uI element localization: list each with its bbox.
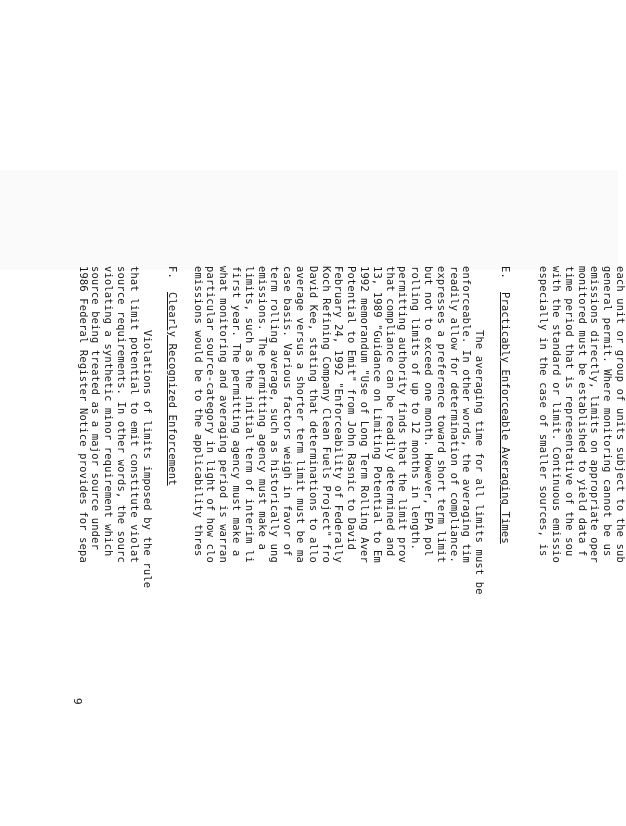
text-line: with the standard or limit. Continuous emissio (550, 266, 563, 563)
section-f (76, 266, 178, 826)
text-line: time period that is representative of the sou (562, 266, 575, 557)
text-line: readily allow for determination of compliance. (447, 266, 460, 563)
text-line: limits, such as the initial term of interim li (242, 266, 255, 563)
section-e-heading-line (498, 266, 511, 826)
text-line: monitored must be established to yield data f (575, 266, 588, 557)
section-f-letter: F. (166, 266, 179, 279)
text-line: each unit or group of units subject to the sub (614, 266, 626, 563)
section-e-heading: Practicably Enforceable Averaging Times (498, 292, 511, 544)
text-line: emissions would be to the applicability thres (191, 266, 204, 557)
page-number: 9 (71, 698, 84, 705)
text-line: particular source-category in light of how clo (204, 266, 217, 563)
text-line: Potential to Emit" from John Rasnic to David (345, 266, 358, 551)
rotated-text-block (76, 266, 626, 826)
text-line: rolling limits of up to 12 months in length. (409, 266, 422, 551)
text-line: February 24, 1992 "Enforceability of Federally (332, 266, 345, 563)
text-line: average versus a shorter term limit must be ma (294, 266, 307, 563)
text-line: what monitoring and averaging period is warran (217, 266, 230, 563)
text-line: enforceable. In other words, the averaging tim (460, 266, 473, 563)
text-line: emissions directly, limits on appropriate oper (588, 266, 601, 563)
text-line: Koch Refining Company Clean Fuels Project" fro (319, 266, 332, 563)
text-line: first year. The permitting agency must make a (230, 266, 243, 557)
text-line: David Kee, stating that determinations to allo (306, 266, 319, 563)
text-line: source requirements. In other words, the sourc (114, 266, 127, 563)
text-line: but not to exceed one month. However, EPA pol (422, 266, 435, 557)
text-line: expresses a preference toward short term limit (434, 266, 447, 563)
text-line: violating a synthetic minor requirement which (102, 266, 115, 557)
text-line: term rolling average, such as historically ung (268, 266, 281, 563)
scan-shadow (0, 170, 618, 270)
text-line: emissions. The permitting agency must make a (255, 266, 268, 551)
text-line: that limit potential to emit constitute violat (127, 266, 140, 563)
text-line: source being treated as a major source under (89, 266, 102, 551)
text-line: The averaging time for all limits must be (473, 330, 486, 595)
text-line: 1992 memorandum "Use of Long Term Rolling Aver (358, 266, 371, 563)
text-line: Violations of limits imposed by the rule (140, 330, 153, 589)
section-f-heading-line (165, 266, 178, 826)
text-line: general permit. Where monitoring cannot be us (601, 266, 614, 557)
text-line: case basis. Various factors weigh in favor of (281, 266, 294, 557)
text-line: 1986 Federal Register Notice provides for sepa (76, 266, 89, 563)
text-line: permitting authority finds that the limit prov (396, 266, 409, 563)
text-line: that compliance can be readily determined and (383, 266, 396, 557)
text-line: especially in the case of smaller sources, is (537, 266, 550, 557)
section-e-letter: E. (498, 266, 511, 279)
text-line: 13, 1989 "Guidance on Limiting Potential to Em (370, 266, 383, 563)
section-f-heading: Clearly Recognized Enforcement (166, 292, 179, 486)
intro-paragraph (536, 266, 626, 826)
section-e (191, 266, 511, 826)
